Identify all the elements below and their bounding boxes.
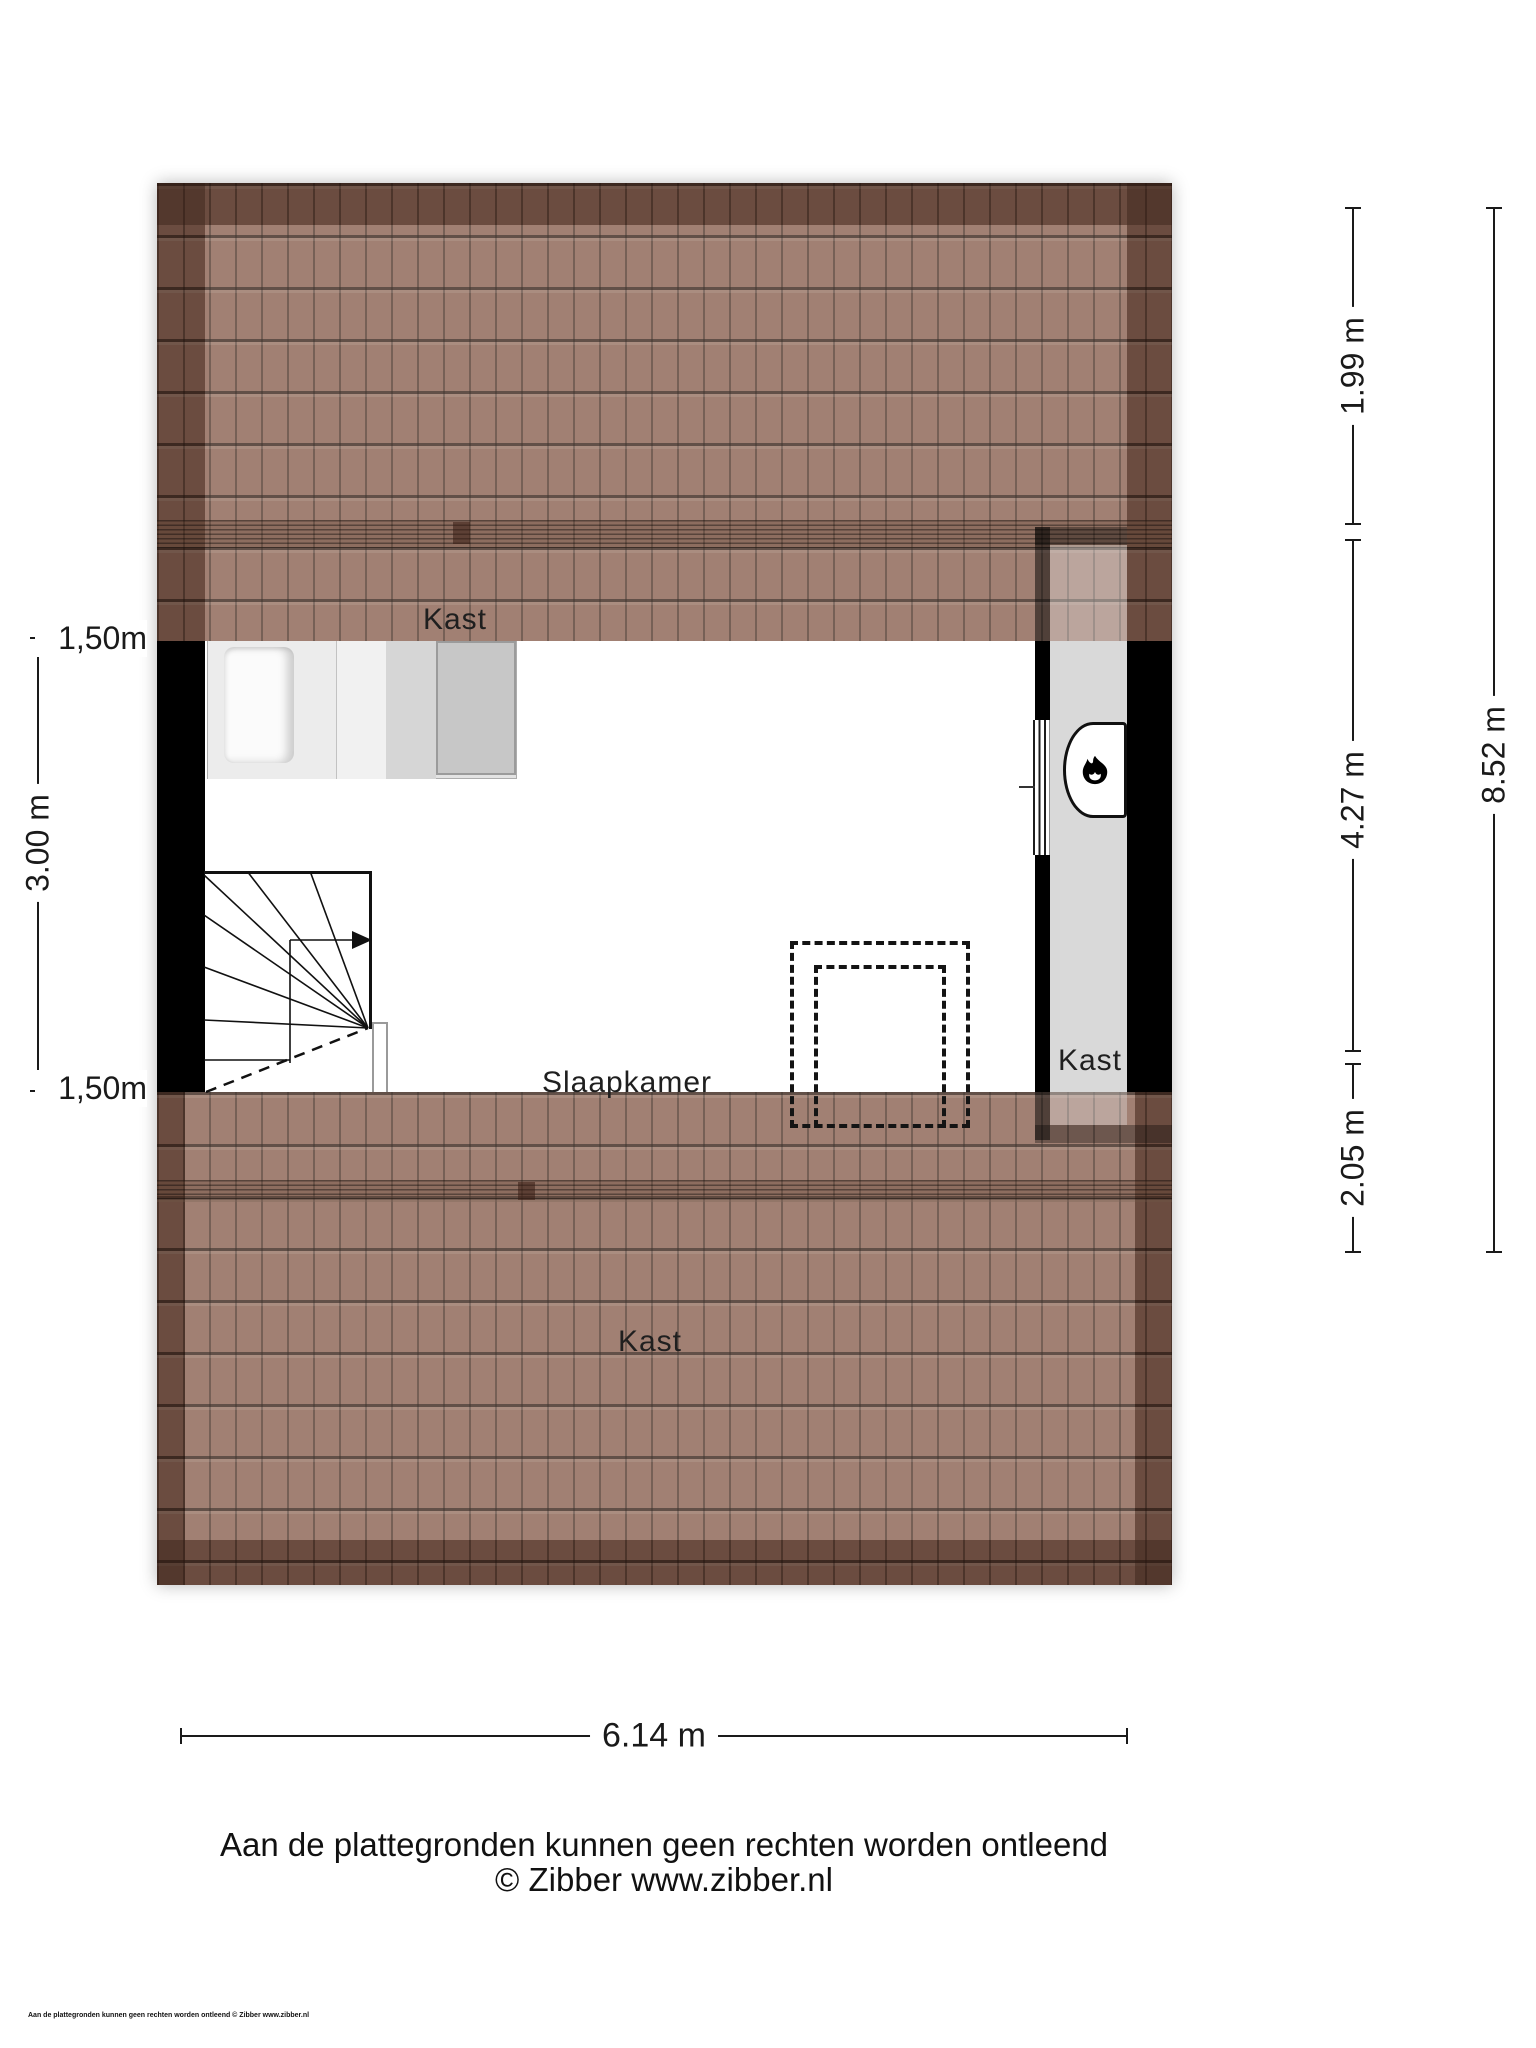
bottom-roof-edge-right — [1135, 1092, 1172, 1585]
bed-duvet-inner — [386, 641, 436, 779]
right-closet-label: Kast — [1057, 1044, 1123, 1077]
disclaimer-text: Aan de plattegronden kunnen geen rechten worden ontleend — [219, 1826, 1109, 1863]
dim-line-right-middle — [1334, 539, 1371, 1052]
bed-duvet-outer — [436, 641, 516, 775]
dim-label-right-middle: 4.27 m — [1333, 741, 1374, 859]
top-roof-inner-area — [205, 225, 1127, 641]
dim-label-knee-top: 1,50m — [35, 620, 147, 657]
bottom-roof-inner-area — [185, 1092, 1135, 1540]
bedroom-label: Slaapkamer — [541, 1066, 713, 1099]
closet-floor-through-roof — [1050, 545, 1127, 641]
dim-label-right-bottom: 2.05 m — [1333, 1099, 1374, 1217]
bottom-roof-edge-bottom — [157, 1540, 1172, 1585]
top-roof-edge-right — [1127, 183, 1172, 641]
fine-print-text: Aan de plattegronden kunnen geen rechten worden ontleend © Zibber www.zibber.nl — [28, 2012, 310, 2019]
closet-door — [1033, 720, 1050, 855]
door-mark — [1019, 786, 1035, 788]
bottom-roof-ridge-band — [157, 1180, 1172, 1202]
closet-top-wall-through-roof — [1035, 527, 1127, 545]
dim-label-bottom-width: 6.14 m — [590, 1717, 718, 1756]
top-roof-edge-left — [157, 183, 205, 641]
bed — [207, 641, 517, 779]
top-roof-ridge-band — [157, 520, 1172, 548]
closet-floor-into-roof — [1050, 1092, 1127, 1125]
top-roof-edge-top — [157, 183, 1172, 225]
boiler — [1063, 722, 1127, 818]
bottom-roof-edge-left — [157, 1092, 185, 1585]
flame-icon — [1076, 754, 1114, 786]
right-wall — [1127, 641, 1172, 1092]
dim-line-bottom — [180, 1716, 1128, 1755]
dim-line-right-total — [1475, 207, 1512, 1253]
dim-label-right-total: 8.52 m — [1474, 696, 1515, 814]
dim-line-left — [19, 637, 56, 1092]
dim-label-left-room: 3.00 m — [18, 784, 59, 902]
bottom-roof-vent-mark — [518, 1182, 535, 1200]
top-roof-vent-mark — [453, 522, 470, 544]
top-closet-label: Kast — [422, 603, 488, 636]
right-closet-wall-upper — [1035, 641, 1050, 720]
closet-bottom-wall-into-roof — [1035, 1125, 1172, 1143]
dim-line-right-top — [1334, 207, 1371, 525]
dim-label-right-top: 1.99 m — [1333, 307, 1374, 425]
left-wall — [157, 641, 205, 1092]
dim-label-knee-bottom: 1,50m — [35, 1070, 147, 1107]
dim-line-right-bottom — [1334, 1063, 1371, 1253]
stairs-handrail-post — [372, 1022, 388, 1092]
right-closet-floor — [1050, 641, 1127, 1092]
bed-fold — [336, 641, 387, 779]
stairs — [204, 871, 394, 1095]
copyright-text: © Zibber www.zibber.nl — [495, 1861, 833, 1898]
bed-pillow — [224, 647, 294, 763]
dormer-dashed-outline-inner — [814, 965, 946, 1128]
bottom-closet-label: Kast — [617, 1325, 683, 1358]
